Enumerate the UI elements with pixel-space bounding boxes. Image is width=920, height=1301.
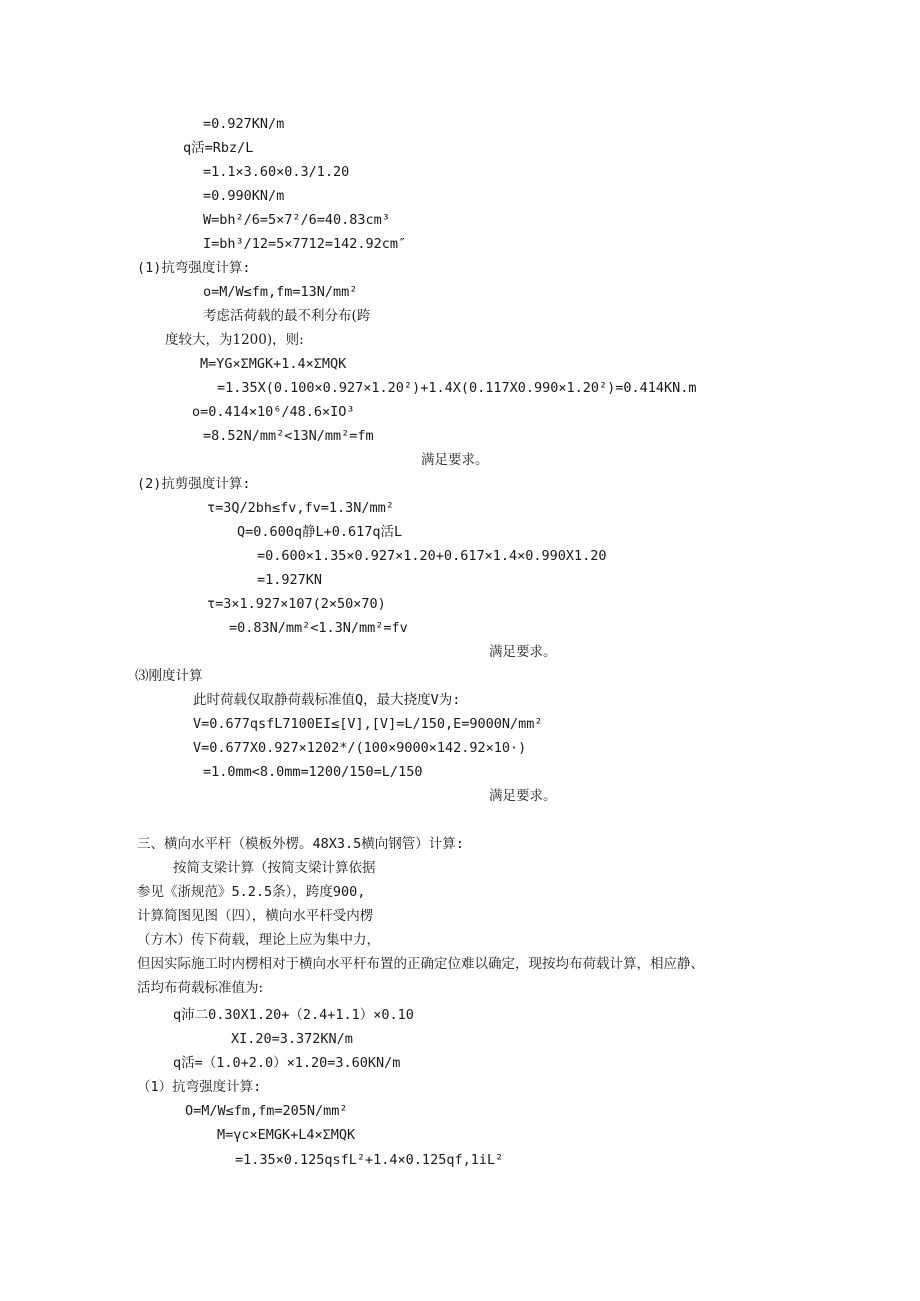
- text-line: =0.600×1.35×0.927×1.20+0.617×1.4×0.990X1.20: [257, 548, 607, 564]
- text-line: XI.20=3.372KN/m: [231, 1031, 353, 1047]
- text-line: =1.35×0.125qsfL²+1.4×0.125qf,1iL²: [235, 1152, 504, 1168]
- text-line: q活=（1.0+2.0）×1.20=3.60KN/m: [173, 1055, 401, 1071]
- text-line: =1.1×3.60×0.3/1.20: [203, 164, 350, 180]
- text-line: q活=Rbz/L: [183, 140, 254, 156]
- text-line: 计算简图见图（四），横向水平杆受内楞: [137, 908, 374, 924]
- text-line: O=M/W≤fm,fm=205N/mm²: [185, 1103, 348, 1119]
- section-heading: (2)抗剪强度计算:: [137, 476, 251, 492]
- text-line: M=YG×ΣMGK+1.4×ΣMQK: [200, 356, 347, 372]
- text-line: 考虑活荷载的最不利分布(跨: [203, 308, 371, 324]
- text-line: 按简支梁计算（按简支梁计算依据: [173, 860, 376, 876]
- text-line: =1.927KN: [257, 572, 323, 588]
- text-line: 但因实际施工时内楞相对于横向水平杆布置的正确定位难以确定，现按均布荷载计算，相应静、: [137, 956, 704, 972]
- text-line: =1.0mm<8.0mm=1200/150=L/150: [203, 764, 423, 780]
- text-line: =8.52N/mm²<13N/mm²=fm: [203, 428, 374, 444]
- text-line: τ=3Q/2bh≤fv,fv=1.3N/mm²: [207, 500, 394, 516]
- text-line: =0.927KN/m: [203, 116, 285, 132]
- section-heading: ⑶刚度计算: [135, 668, 203, 684]
- text-line: 参见《浙规范》5.2.5条），跨度900,: [137, 884, 366, 900]
- section-heading: (1)抗弯强度计算:: [137, 260, 251, 276]
- text-line: M=γc×EMGK+L4×ΣMQK: [217, 1127, 356, 1143]
- text-line: Q=0.600q静L+0.617q活L: [237, 524, 403, 540]
- text-line: V=0.677qsfL7100EI≤[V],[V]=L/150,E=9000N/mm²: [193, 716, 543, 732]
- text-line: （方木）传下荷载，理论上应为集中力，: [137, 932, 380, 948]
- text-line: q沛二0.30X1.20+（2.4+1.1）×0.10: [173, 1007, 414, 1023]
- text-line: 此时荷载仅取静荷载标准值Q，最大挠度V为:: [193, 692, 461, 708]
- text-line: W=bh²/6=5×7²/6=40.83cm³: [203, 212, 390, 228]
- conclusion-text: 满足要求。: [489, 644, 557, 660]
- text-line: τ=3×1.927×107(2×50×70): [207, 596, 386, 612]
- conclusion-text: 满足要求。: [421, 452, 489, 468]
- text-line: =1.35X(0.100×0.927×1.20²)+1.4X(0.117X0.990×1.20²)=0.414KN.m: [217, 380, 697, 396]
- conclusion-text: 满足要求。: [489, 788, 557, 804]
- text-line: o=0.414×10⁶/48.6×IO³: [192, 404, 355, 420]
- section-heading: 三、横向水平杆（模板外楞。48X3.5横向钢管）计算:: [137, 836, 464, 852]
- section-heading: （1）抗弯强度计算:: [137, 1079, 262, 1095]
- text-line: I=bh³/12=5×7712=142.92cm″: [203, 236, 407, 252]
- text-line: =0.990KN/m: [203, 188, 285, 204]
- text-line: 活均布荷载标准值为:: [137, 980, 264, 996]
- text-line: V=0.677X0.927×1202*/(100×9000×142.92×10·): [193, 740, 527, 756]
- text-line: =0.83N/mm²<1.3N/mm²=fv: [229, 620, 408, 636]
- text-line: 度较大，为1200)，则:: [165, 332, 304, 348]
- text-line: o=M/W≤fm,fm=13N/mm²: [203, 284, 358, 300]
